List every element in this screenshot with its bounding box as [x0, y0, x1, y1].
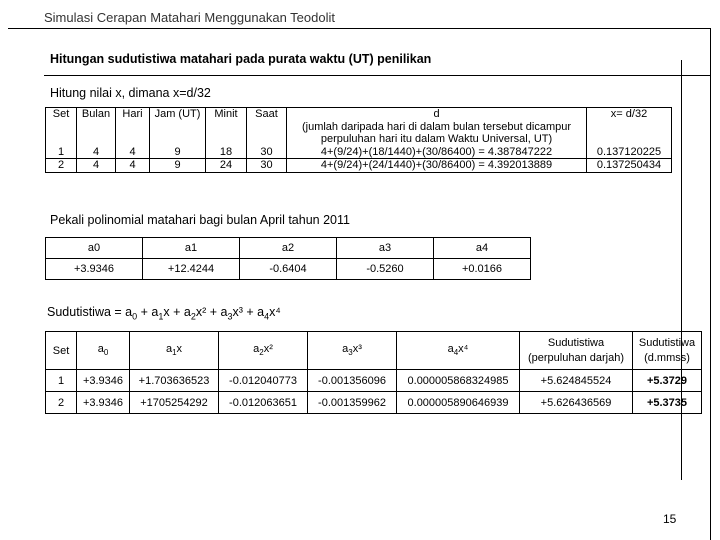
table-row [46, 159, 672, 173]
cell-d: 4+(9/24)+(18/1440)+(30/86400) = 4.387847222 [287, 146, 587, 159]
coef-header: a4 [434, 238, 531, 259]
cell-a3x: -0.001359962 [308, 392, 397, 414]
page-number: 15 [663, 512, 677, 526]
coef-header: a2 [240, 238, 337, 259]
coef-value: +0.0166 [434, 259, 531, 280]
coef-value: -0.6404 [240, 259, 337, 280]
col-sd-dms: Sudutistiwa (d.mmss) [633, 332, 702, 370]
cell-hari: 4 [116, 159, 150, 173]
col-a1x: $a_1x$ [130, 332, 219, 370]
cell-set: 1 [46, 370, 77, 392]
cell-jam: 9 [150, 146, 206, 159]
cell-a3x: -0.001356096 [308, 370, 397, 392]
col-saat: Saat [247, 108, 287, 146]
col-set: Set [46, 332, 77, 370]
right-border [710, 28, 711, 540]
coefficient-table [45, 237, 531, 280]
col-jam: Jam (UT) [150, 108, 206, 146]
section-heading: Hitungan sudutistiwa matahari pada purata waktu (UT) penilikan [50, 52, 432, 66]
col-d [287, 108, 587, 146]
cell-sd-decimal: +5.624845524 [520, 370, 633, 392]
cell-sd-decimal: +5.626436569 [520, 392, 633, 414]
col-bulan: Bulan [77, 108, 116, 146]
coef-header: a1 [143, 238, 240, 259]
cell-a4x: 0.000005890646939 [397, 392, 520, 414]
cell-bulan: 4 [77, 159, 116, 173]
coefficient-caption: Pekali polinomial matahari bagi bulan April tahun 2011 [50, 213, 350, 227]
x-instruction: Hitung nilai x, dimana x=d/32 [50, 86, 211, 100]
cell-jam: 9 [150, 159, 206, 173]
d-note-2: perpuluhan hari itu dalam Waktu Universal, UT) [320, 133, 553, 145]
cell-a0: +3.9346 [77, 370, 130, 392]
top-rule [8, 28, 710, 29]
cell-sd-dms: +5.3735 [633, 392, 702, 414]
cell-set: 2 [46, 159, 77, 173]
cell-a0: +3.9346 [77, 392, 130, 414]
table-row [46, 146, 672, 159]
cell-saat: 30 [247, 159, 287, 173]
cell-set: 1 [46, 146, 77, 159]
inner-border [681, 60, 682, 480]
col-a0: $a_0$ [77, 332, 130, 370]
d-note-1: (jumlah daripada hari di dalam bulan tersebut dicampur [301, 120, 572, 133]
time-table [45, 107, 672, 173]
cell-hari: 4 [116, 146, 150, 159]
col-hari: Hari [116, 108, 150, 146]
cell-sd-dms: +5.3729 [633, 370, 702, 392]
col-set: Set [46, 108, 77, 146]
cell-x: 0.137120225 [587, 146, 672, 159]
coef-value: +3.9346 [46, 259, 143, 280]
col-a2x: $a_2x^2$ [219, 332, 308, 370]
cell-d: 4+(9/24)+(24/1440)+(30/86400) = 4.392013889 [287, 159, 587, 173]
col-sd-decimal: Sudutistiwa (perpuluhan darjah) [520, 332, 633, 370]
table-row [46, 370, 702, 392]
cell-x: 0.137250434 [587, 159, 672, 173]
cell-minit: 18 [206, 146, 247, 159]
coef-value: +12.4244 [143, 259, 240, 280]
col-a3x: $a_3x^3$ [308, 332, 397, 370]
col-a4x: $a_4x^4$ [397, 332, 520, 370]
coef-header: a0 [46, 238, 143, 259]
cell-a1x: +1.703636523 [130, 370, 219, 392]
coef-value: -0.5260 [337, 259, 434, 280]
result-table [45, 331, 702, 414]
polynomial-formula: Sudutistiwa = $a_0 + a_1x + a_2x^2 + a_3x^3 + a_4x^4$ [47, 305, 281, 322]
cell-a1x: +1705254292 [130, 392, 219, 414]
col-minit: Minit [206, 108, 247, 146]
cell-minit: 24 [206, 159, 247, 173]
coef-header: a3 [337, 238, 434, 259]
col-x: x= d/32 [587, 108, 672, 146]
cell-a2x: -0.012040773 [219, 370, 308, 392]
cell-a4x: 0.000005868324985 [397, 370, 520, 392]
cell-bulan: 4 [77, 146, 116, 159]
d-label: d [433, 108, 440, 120]
cell-saat: 30 [247, 146, 287, 159]
cell-a2x: -0.012063651 [219, 392, 308, 414]
slide-title: Simulasi Cerapan Matahari Menggunakan Teodolit [44, 10, 335, 25]
heading-rule [44, 75, 710, 76]
cell-set: 2 [46, 392, 77, 414]
table-row [46, 392, 702, 414]
